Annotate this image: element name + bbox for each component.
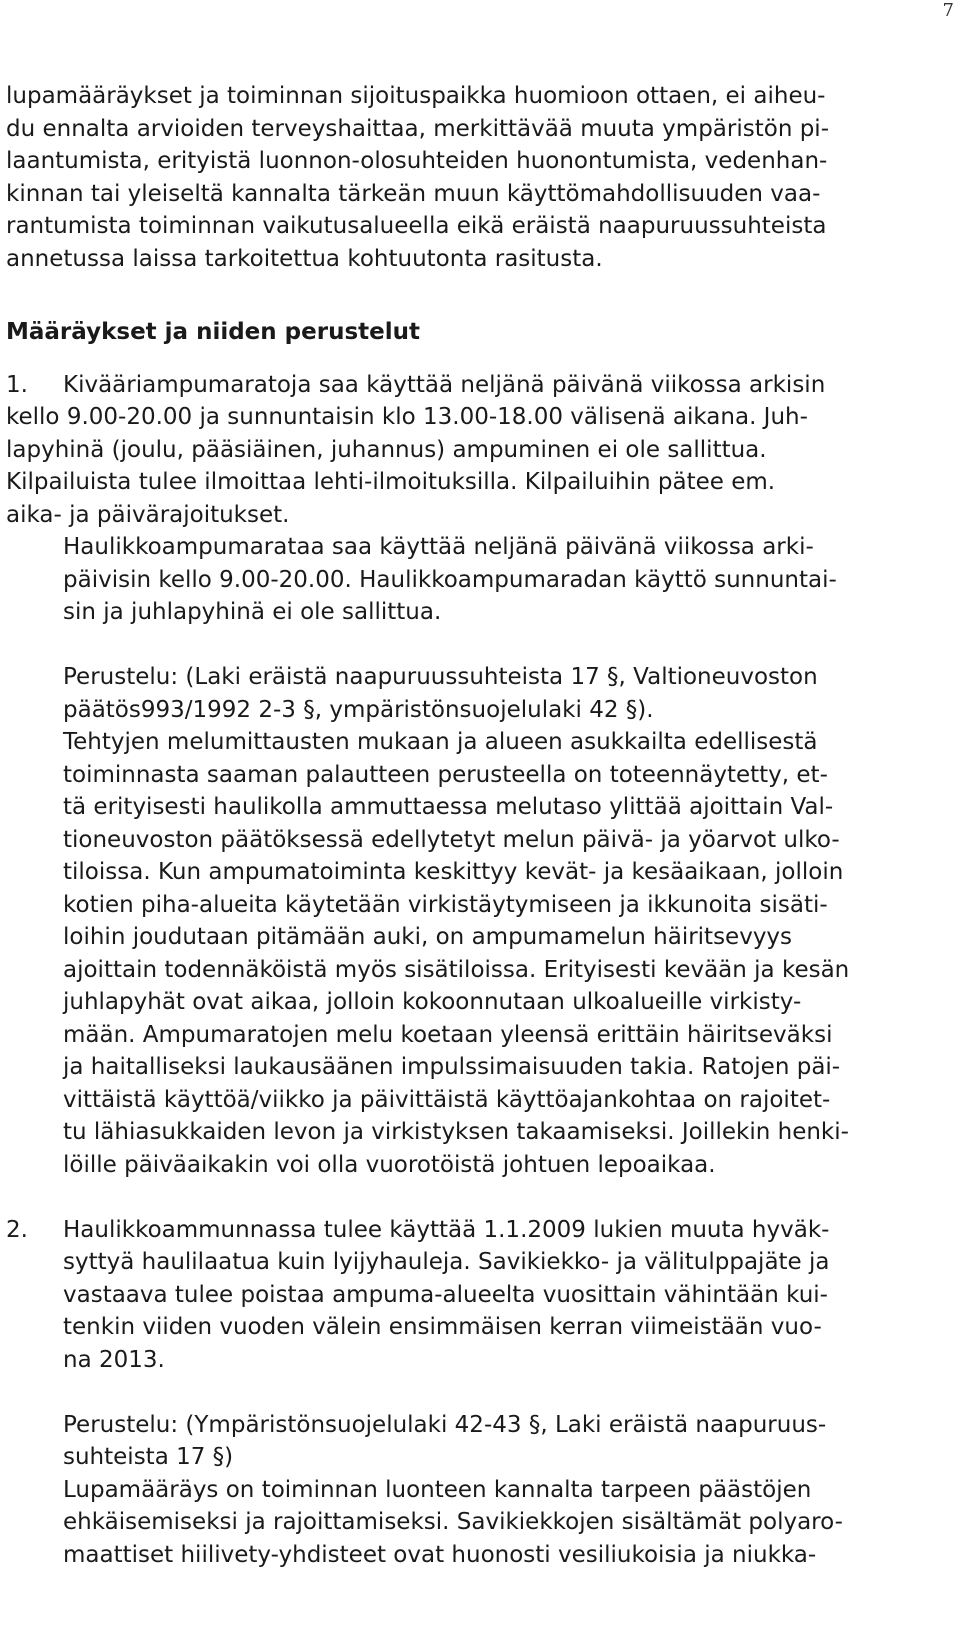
item-number: 1. — [6, 372, 28, 398]
text-line: kotien piha-alueita käytetään virkistäytymiseen ja ikkunoita sisäti- — [63, 892, 828, 918]
text-line: aika- ja päivärajoitukset. — [6, 502, 290, 528]
text-line: Perustelu: (Ympäristönsuojelulaki 42-43 §, Laki eräistä naapuruus- — [63, 1412, 827, 1438]
text-line: syttyä haulilaatua kuin lyijyhauleja. Savikiekko- ja välitulppajäte ja — [63, 1249, 830, 1275]
text-line: tu lähiasukkaiden levon ja virkistyksen takaamiseksi. Joillekin henki- — [63, 1119, 849, 1145]
section-heading: Määräykset ja niiden perustelut — [6, 319, 420, 345]
text-line: na 2013. — [63, 1347, 165, 1373]
text-line: päätös993/1992 2-3 §, ympäristönsuojelulaki 42 §). — [63, 697, 654, 723]
text-line: Lupamääräys on toiminnan luonteen kannalta tarpeen päästöjen — [63, 1477, 812, 1503]
text-line: juhlapyhät ovat aikaa, jolloin kokoonnutaan ulkoalueille virkisty- — [63, 989, 802, 1015]
text-line: Kivääriampumaratoja saa käyttää neljänä päivänä viikossa arkisin — [63, 372, 826, 398]
text-line: löille päiväaikakin voi olla vuorotöistä johtuen lepoaikaa. — [63, 1152, 716, 1178]
text-line: Kilpailuista tulee ilmoittaa lehti-ilmoituksilla. Kilpailuihin pätee em. — [6, 469, 776, 495]
text-line: vastaava tulee poistaa ampuma-alueelta vuosittain vähintään kui- — [63, 1282, 828, 1308]
text-line: Perustelu: (Laki eräistä naapuruussuhteista 17 §, Valtioneuvoston — [63, 664, 818, 690]
text-line: lupamääräykset ja toiminnan sijoituspaikka huomioon ottaen, ei aiheu- — [6, 83, 826, 109]
text-line: laantumista, erityistä luonnon-olosuhteiden huonontumista, vedenhan- — [6, 148, 828, 174]
text-line: tioneuvoston päätöksessä edellytetyt melun päivä- ja yöarvot ulko- — [63, 827, 840, 853]
text-line: suhteista 17 §) — [63, 1444, 234, 1470]
text-line: maattiset hiilivety-yhdisteet ovat huonosti vesiliukoisia ja niukka- — [63, 1542, 817, 1568]
text-line: mään. Ampumaratojen melu koetaan yleensä erittäin häiritseväksi — [63, 1022, 833, 1048]
text-line: päivisin kello 9.00-20.00. Haulikkoampumaradan käyttö sunnuntai- — [63, 567, 837, 593]
text-line: lapyhinä (joulu, pääsiäinen, juhannus) ampuminen ei ole sallittua. — [6, 437, 767, 463]
text-line: tiloissa. Kun ampumatoiminta keskittyy kevät- ja kesäaikaan, jolloin — [63, 859, 844, 885]
text-line: rantumista toiminnan vaikutusalueella eikä eräistä naapuruussuhteista — [6, 213, 827, 239]
text-line: vittäistä käyttöä/viikko ja päivittäistä käyttöajankohtaa on rajoitet- — [63, 1087, 831, 1113]
text-line: toiminnasta saaman palautteen perusteella on toteennäytetty, et- — [63, 762, 828, 788]
text-line: tenkin viiden vuoden välein ensimmäisen kerran viimeistään vuo- — [63, 1314, 822, 1340]
text-line: ehkäisemiseksi ja rajoittamiseksi. Savikiekkojen sisältämät polyaro- — [63, 1509, 843, 1535]
text-line: Haulikkoampumarataa saa käyttää neljänä päivänä viikossa arki- — [63, 534, 814, 560]
text-line: kinnan tai yleiseltä kannalta tärkeän muun käyttömahdollisuuden vaa- — [6, 181, 821, 207]
text-line: Haulikkoammunnassa tulee käyttää 1.1.2009 lukien muuta hyväk- — [63, 1217, 830, 1243]
text-line: annetussa laissa tarkoitettua kohtuutonta rasitusta. — [6, 246, 603, 272]
text-line: loihin joudutaan pitämään auki, on ampumamelun häiritsevyys — [63, 924, 793, 950]
text-line: kello 9.00-20.00 ja sunnuntaisin klo 13.00-18.00 välisenä aikana. Juh- — [6, 404, 808, 430]
text-line: ja haitalliseksi laukausäänen impulssimaisuuden takia. Ratojen päi- — [63, 1054, 841, 1080]
page-number: 7 — [942, 0, 954, 21]
text-line: sin ja juhlapyhinä ei ole sallittua. — [63, 599, 442, 625]
text-line: du ennalta arvioiden terveyshaittaa, merkittävää muuta ympäristön pi- — [6, 116, 829, 142]
text-line: Tehtyjen melumittausten mukaan ja alueen asukkailta edellisestä — [63, 729, 818, 755]
text-line: ajoittain todennäköistä myös sisätiloissa. Erityisesti kevään ja kesän — [63, 957, 850, 983]
item-number: 2. — [6, 1217, 28, 1243]
text-line: tä erityisesti haulikolla ammuttaessa melutaso ylittää ajoittain Val- — [63, 794, 834, 820]
